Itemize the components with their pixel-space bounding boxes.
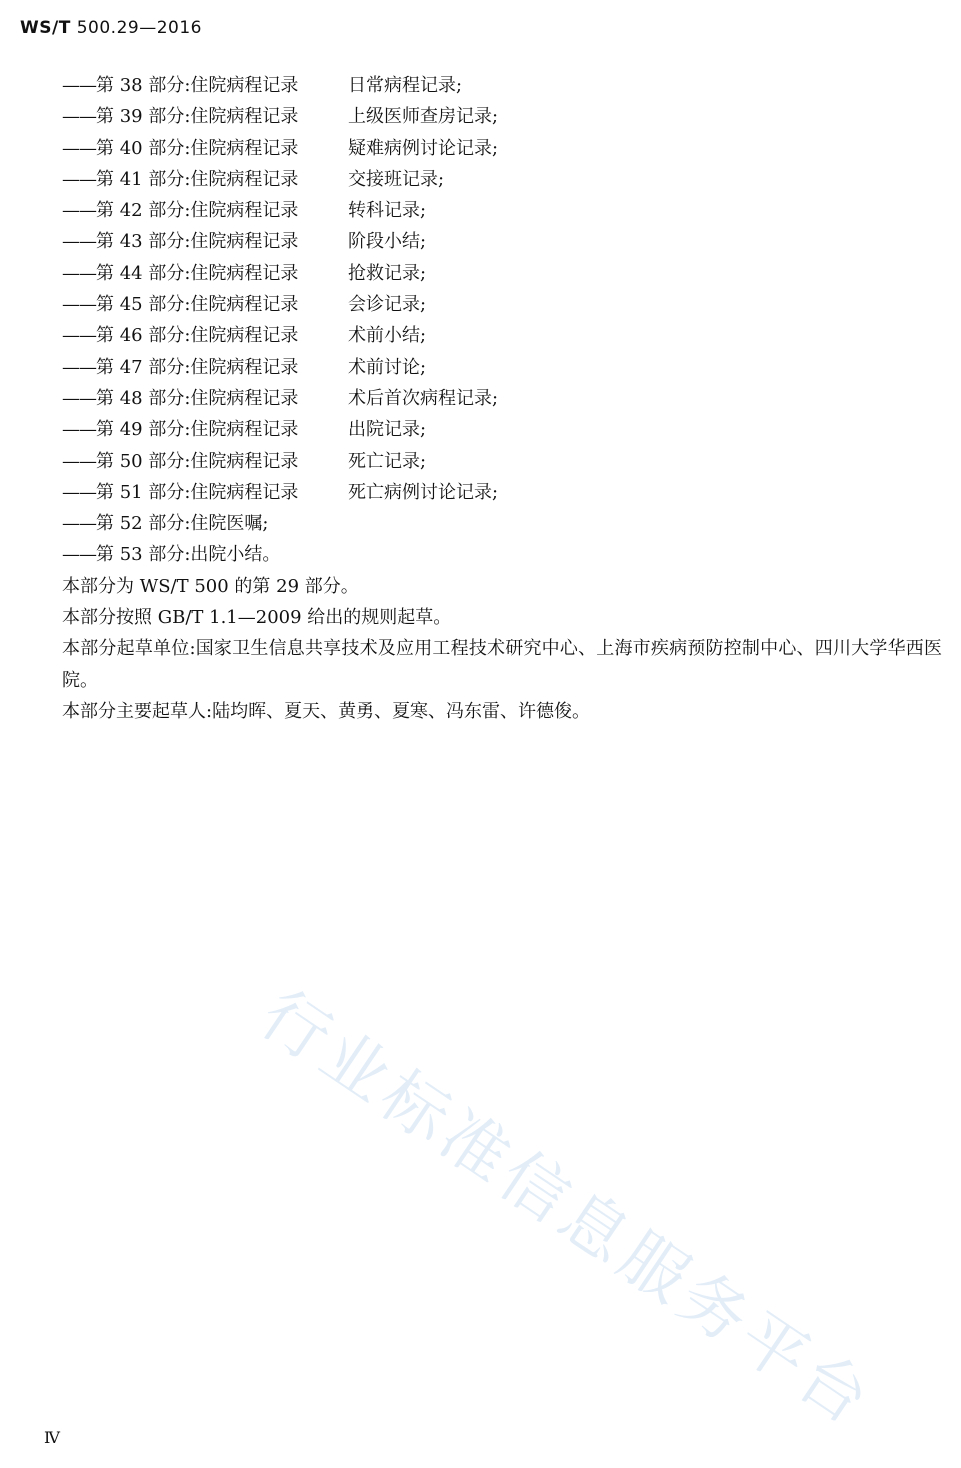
list-item-dash: —— <box>62 294 96 316</box>
list-item <box>62 352 942 383</box>
list-item-prefix: 第 49 部分:住院病程记录 <box>96 419 299 441</box>
list-item-prefix: 第 51 部分:住院病程记录 <box>96 481 299 503</box>
list-item <box>62 70 942 101</box>
list-item-suffix: 死亡病例讨论记录; <box>348 481 499 503</box>
page-number: Ⅳ <box>44 1428 60 1447</box>
list-item-dash: —— <box>62 137 96 159</box>
list-item-prefix: 第 53 部分:出院小结。 <box>96 544 281 566</box>
list-item-dash: —— <box>62 544 96 566</box>
list-item-suffix: 疑难病例讨论记录; <box>348 137 499 159</box>
list-item-prefix: 第 46 部分:住院病程记录 <box>96 325 299 347</box>
list-item <box>62 164 942 195</box>
document-header <box>20 18 202 38</box>
list-item <box>62 414 942 445</box>
list-item-dash: —— <box>62 106 96 128</box>
list-item-dash: —— <box>62 231 96 253</box>
list-item-prefix: 第 39 部分:住院病程记录 <box>96 106 299 128</box>
document-body <box>62 70 942 727</box>
list-item-dash: —— <box>62 387 96 409</box>
list-item-dash: —— <box>62 513 96 535</box>
list-item-dash: —— <box>62 419 96 441</box>
list-item-suffix: 阶段小结; <box>348 231 427 253</box>
list-item <box>62 258 942 289</box>
list-item-prefix: 第 40 部分:住院病程记录 <box>96 137 299 159</box>
list-item-suffix: 术前小结; <box>348 325 427 347</box>
paragraph-drafting-units: 本部分起草单位:国家卫生信息共享技术及应用工程技术研究中心、上海市疾病预防控制中心、四川大学华西医院。 <box>62 638 942 691</box>
list-item-prefix: 第 43 部分:住院病程记录 <box>96 231 299 253</box>
list-item-prefix: 第 48 部分:住院病程记录 <box>96 387 299 409</box>
list-item-suffix: 会诊记录; <box>348 294 427 316</box>
list-item <box>62 508 942 539</box>
list-item-prefix: 第 44 部分:住院病程记录 <box>96 262 299 284</box>
list-item-suffix: 交接班记录; <box>348 168 445 190</box>
list-item <box>62 101 942 132</box>
list-item-dash: —— <box>62 262 96 284</box>
list-item-suffix: 上级医师查房记录; <box>348 106 499 128</box>
list-item-dash: —— <box>62 168 96 190</box>
list-item-suffix: 抢救记录; <box>348 262 427 284</box>
list-item-suffix: 转科记录; <box>348 200 427 222</box>
list-item-dash: —— <box>62 450 96 472</box>
paragraph-drafters: 本部分主要起草人:陆均晖、夏天、黄勇、夏寒、冯东雷、许德俊。 <box>62 700 591 722</box>
list-item <box>62 320 942 351</box>
list-item-prefix: 第 45 部分:住院病程记录 <box>96 294 299 316</box>
list-item-dash: —— <box>62 75 96 96</box>
list-item-suffix: 出院记录; <box>348 419 427 441</box>
list-item-suffix: 术前讨论; <box>348 356 427 378</box>
list-item <box>62 477 942 508</box>
list-item <box>62 446 942 477</box>
list-item-prefix: 第 47 部分:住院病程记录 <box>96 356 299 378</box>
list-item <box>62 226 942 257</box>
paragraph-part-of: 本部分为 WS/T 500 的第 29 部分。 <box>62 575 359 597</box>
list-item <box>62 539 942 570</box>
parts-list <box>62 70 942 571</box>
list-item <box>62 133 942 164</box>
list-item-dash: —— <box>62 481 96 503</box>
list-item-dash: —— <box>62 325 96 347</box>
list-item <box>62 195 942 226</box>
standard-number: 500.29—2016 <box>76 18 202 38</box>
list-item-prefix: 第 50 部分:住院病程记录 <box>96 450 299 472</box>
standard-code: WS/T <box>20 18 71 38</box>
list-item-dash: —— <box>62 200 96 222</box>
list-item <box>62 289 942 320</box>
list-item-prefix: 第 42 部分:住院病程记录 <box>96 200 299 222</box>
list-item <box>62 383 942 414</box>
watermark: 行业标准信息服务平台 <box>247 975 888 1443</box>
list-item-dash: —— <box>62 356 96 378</box>
list-item-prefix: 第 52 部分:住院医嘱; <box>96 513 269 535</box>
list-item-prefix: 第 38 部分:住院病程记录 <box>96 75 299 96</box>
list-item-suffix: 术后首次病程记录; <box>348 387 499 409</box>
list-item-suffix: 日常病程记录; <box>348 75 463 96</box>
list-item-suffix: 死亡记录; <box>348 450 427 472</box>
paragraph-drafting-rules: 本部分按照 GB/T 1.1—2009 给出的规则起草。 <box>62 607 452 629</box>
list-item-prefix: 第 41 部分:住院病程记录 <box>96 168 299 190</box>
